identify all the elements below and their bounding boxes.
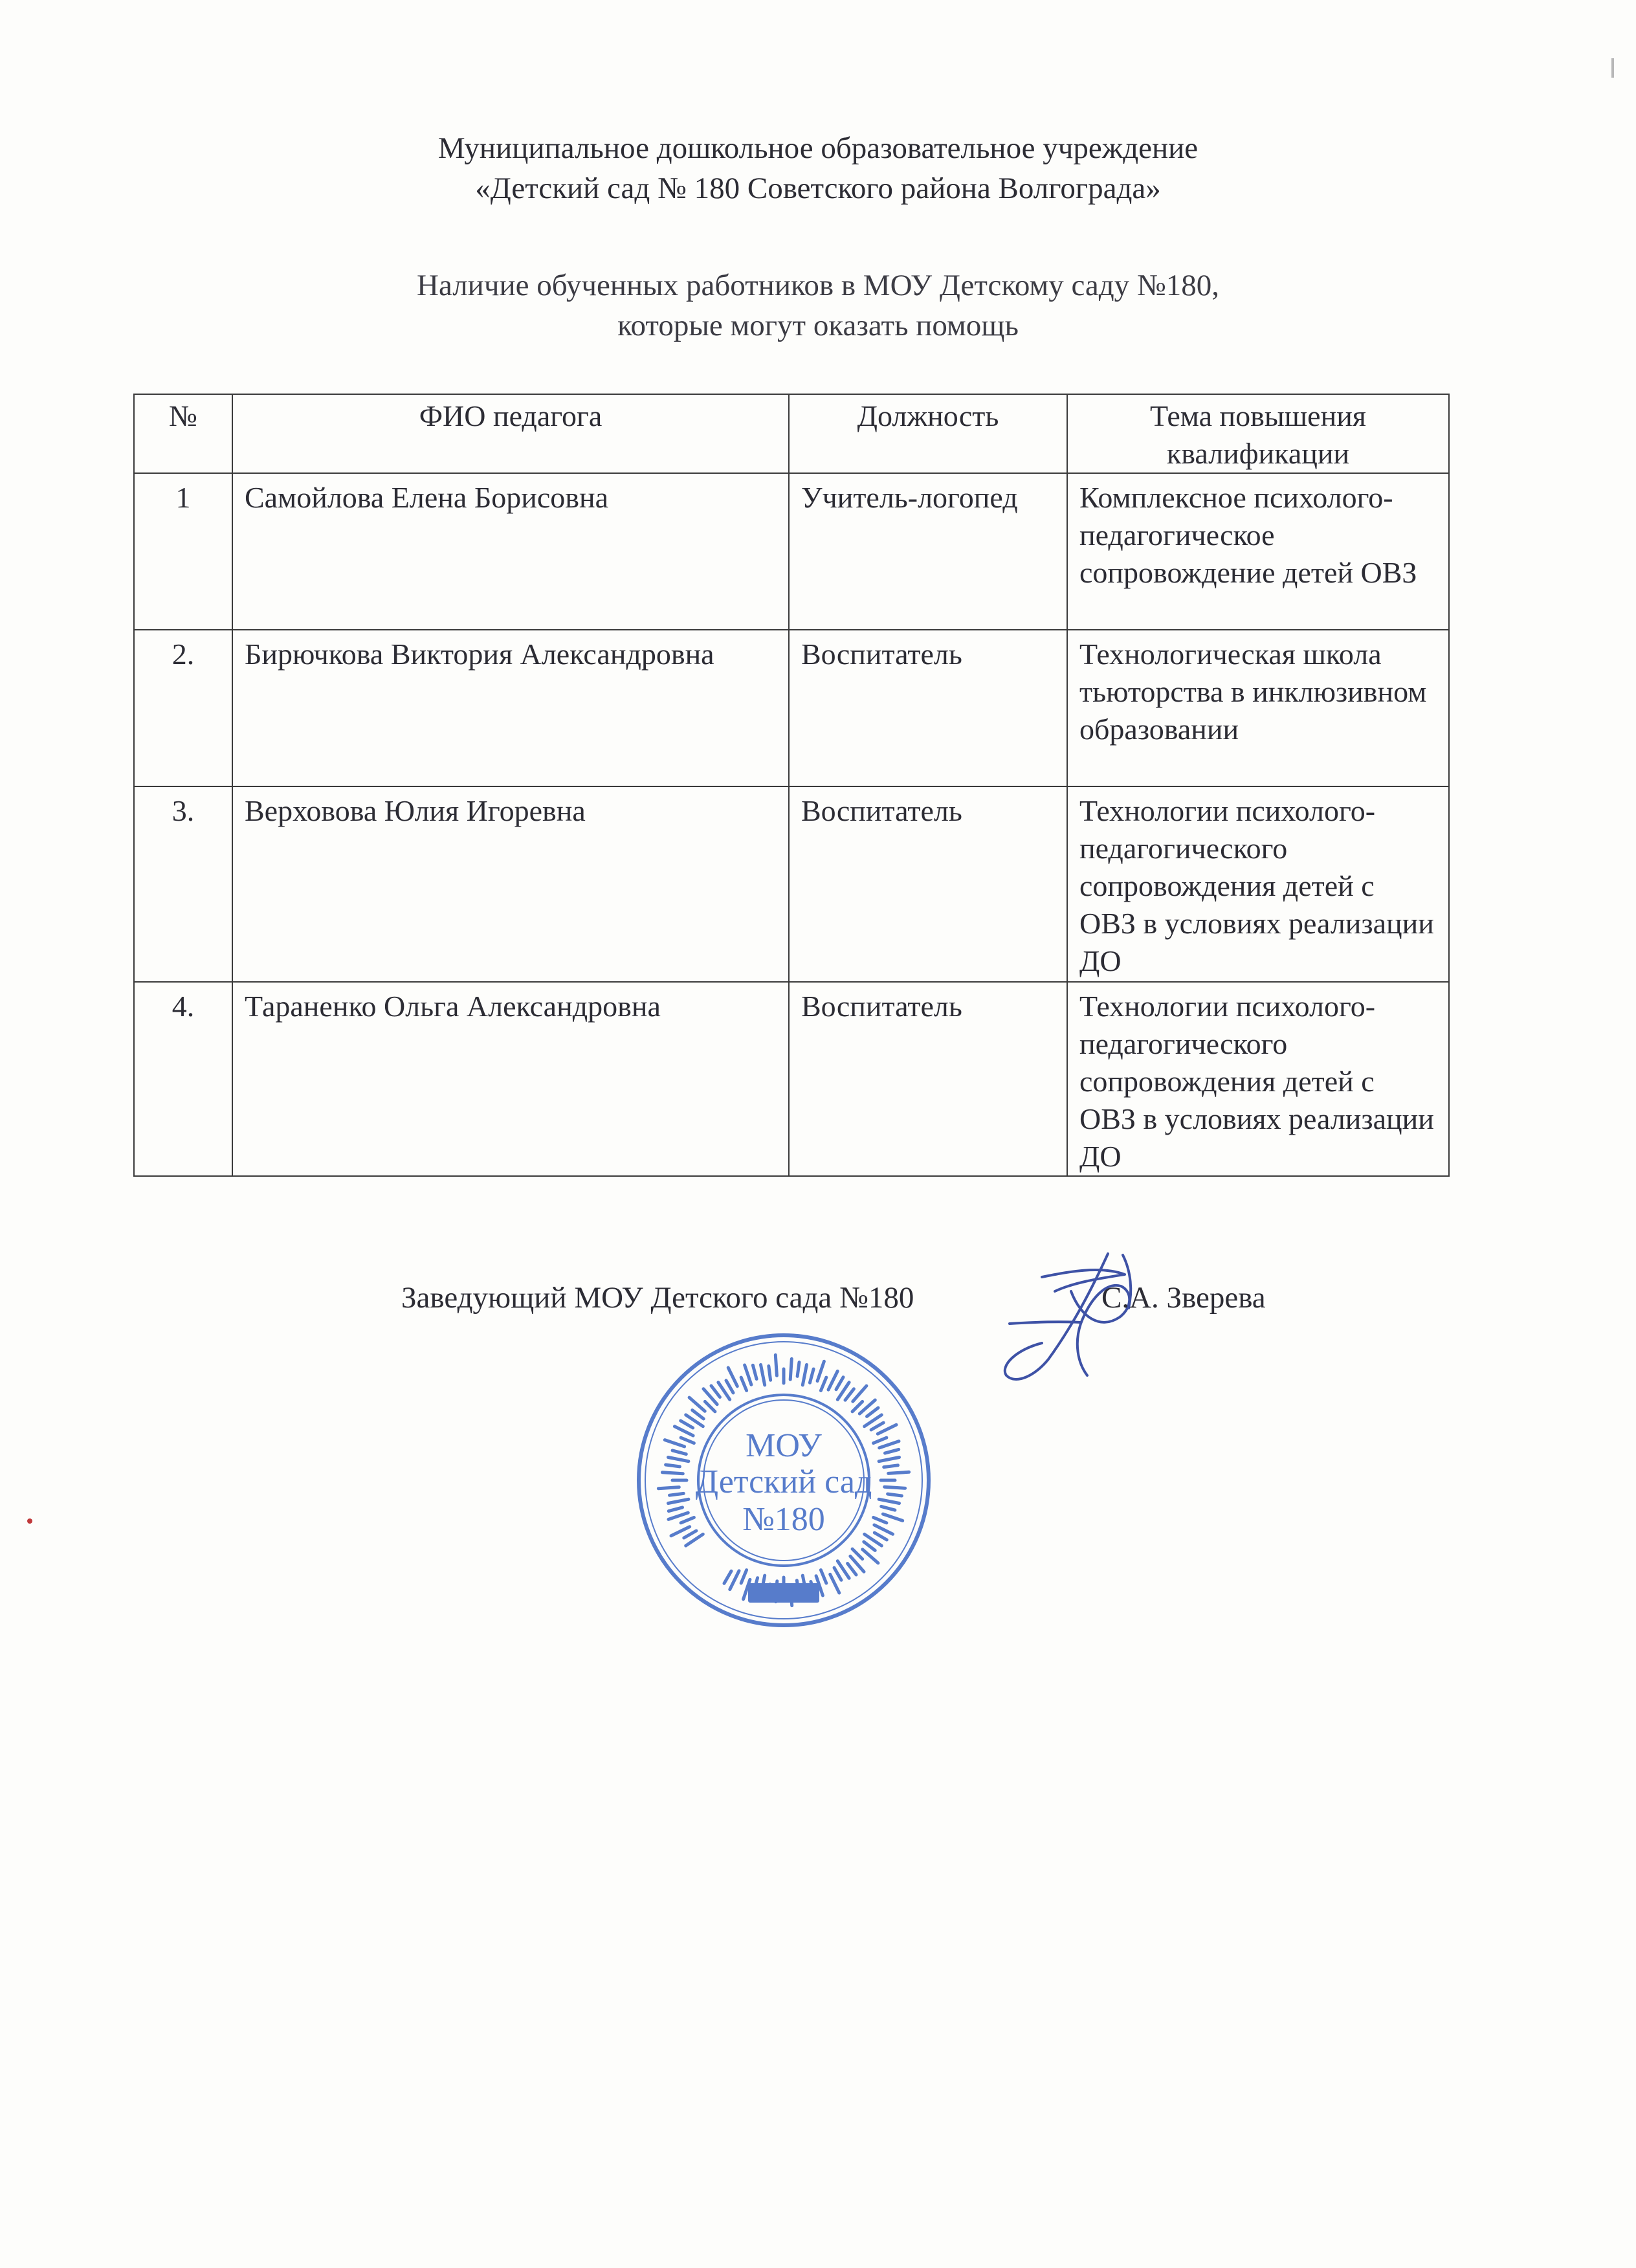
- table-row: [134, 982, 1449, 1176]
- seal-ring-mark: [874, 1517, 887, 1522]
- official-seal-image: [632, 1328, 936, 1632]
- training-topic: Технологии психолого-педагогического сопровождения детей с ОВЗ в условиях реализации ДО: [1067, 786, 1449, 982]
- seal-ring-mark: [883, 1514, 902, 1520]
- seal-ring-mark: [669, 1499, 689, 1503]
- seal-ring-mark: [790, 1359, 791, 1379]
- seal-ring-mark: [658, 1487, 679, 1489]
- seal-ring-mark: [821, 1570, 826, 1583]
- red-ink-dot: [27, 1518, 32, 1524]
- head-position: Заведующий МОУ Детского сада №180: [401, 1281, 914, 1315]
- seal-center-line1: МОУ: [746, 1427, 822, 1464]
- seal-ring-mark: [681, 1517, 694, 1522]
- seal-ring-mark: [745, 1365, 751, 1384]
- teacher-name: Бирючкова Виктория Александровна: [232, 630, 789, 786]
- seal-ring-mark: [884, 1465, 898, 1467]
- seal-ring-mark: [662, 1473, 683, 1474]
- row-number: 3.: [134, 786, 232, 982]
- organization-header: [0, 128, 1636, 208]
- table-row: [134, 473, 1449, 630]
- seal-ring-mark: [852, 1401, 863, 1412]
- seal-ring-mark: [669, 1513, 688, 1519]
- seal-ring-mark: [834, 1568, 841, 1580]
- seal-ring-mark: [665, 1440, 684, 1447]
- column-header-topic: Тема повышения квалификации: [1067, 394, 1449, 473]
- column-header-position: Должность: [789, 394, 1067, 473]
- seal-mark-box: [748, 1583, 819, 1603]
- seal-ring-mark: [885, 1449, 899, 1453]
- seal-ring-mark: [681, 1438, 694, 1443]
- seal-ring-mark: [881, 1506, 895, 1510]
- table-header-row: [134, 394, 1449, 473]
- seal-ring-mark: [889, 1472, 909, 1473]
- table-row: [134, 786, 1449, 982]
- seal-ring-mark: [879, 1499, 899, 1503]
- seal-ring-mark: [669, 1458, 689, 1462]
- seal-ring-mark: [672, 1451, 686, 1454]
- seal-ring-mark: [879, 1441, 899, 1448]
- seal-ring-mark: [852, 1549, 863, 1559]
- staff-table: [133, 394, 1450, 1177]
- seal-ring-mark: [802, 1365, 806, 1385]
- seal-ring-mark: [864, 1542, 875, 1550]
- seal-ring-mark: [684, 1531, 696, 1538]
- seal-ring-mark: [874, 1533, 887, 1540]
- seal-center-line3: №180: [742, 1501, 825, 1538]
- seal-ring-mark: [741, 1377, 746, 1390]
- seal-center-line2: Детский сад: [695, 1463, 872, 1500]
- seal-ring-mark: [821, 1377, 826, 1390]
- teacher-position: Воспитатель: [789, 630, 1067, 786]
- column-header-number: №: [134, 394, 232, 473]
- teacher-name: Тараненко Ольга Александровна: [232, 982, 789, 1176]
- seal-ring-mark: [705, 1401, 715, 1412]
- row-number: 2.: [134, 630, 232, 786]
- seal-ring-mark: [692, 1410, 703, 1419]
- seal-ring-mark: [711, 1386, 720, 1397]
- seal-ring-mark: [888, 1494, 902, 1496]
- teacher-position: Учитель-логопед: [789, 473, 1067, 630]
- signature-image: [971, 1246, 1165, 1395]
- teacher-position: Воспитатель: [789, 982, 1067, 1176]
- scan-edge-mark: [1611, 58, 1614, 78]
- seal-ring-mark: [741, 1570, 746, 1583]
- seal-ring-mark: [848, 1564, 856, 1575]
- seal-ring-mark: [681, 1421, 693, 1428]
- column-header-name: ФИО педагога: [232, 394, 789, 473]
- seal-ring-mark: [874, 1438, 887, 1443]
- row-number: 1: [134, 473, 232, 630]
- org-name-line1: Муниципальное дошкольное образовательное учреждение: [437, 131, 1199, 165]
- title-line2: которые могут оказать помощь: [617, 309, 1019, 342]
- seal-ring-mark: [817, 1361, 824, 1381]
- seal-ring-mark: [761, 1365, 765, 1385]
- training-topic: Технологии психолого-педагогического сопровождения детей с ОВЗ в условиях реализации ДО: [1067, 982, 1449, 1176]
- seal-ring-mark: [726, 1381, 733, 1393]
- seal-ring-mark: [810, 1369, 813, 1383]
- seal-ring-mark: [836, 1377, 843, 1390]
- seal-ring-mark: [879, 1458, 899, 1462]
- seal-ring-mark: [871, 1423, 883, 1430]
- seal-ring-mark: [669, 1507, 682, 1511]
- seal-ring-mark: [724, 1571, 731, 1583]
- seal-ring-mark: [885, 1487, 905, 1488]
- document-title: [0, 265, 1636, 346]
- training-topic: Комплексное психолого-педагогическое сопровождение детей ОВЗ: [1067, 473, 1449, 630]
- seal-ring-mark: [769, 1366, 771, 1381]
- seal-ring-mark: [845, 1389, 854, 1400]
- seal-ring-mark: [797, 1362, 799, 1377]
- seal-ring-mark: [753, 1365, 757, 1379]
- seal-ring-mark: [867, 1408, 879, 1416]
- head-name: С.А. Зверева: [1101, 1281, 1266, 1315]
- seal-ring-mark: [775, 1355, 777, 1375]
- teacher-name: Верховова Юлия Игоревна: [232, 786, 789, 982]
- seal-center-text: [696, 1427, 872, 1538]
- seal-ring-mark: [666, 1465, 680, 1467]
- teacher-name: Самойлова Елена Борисовна: [232, 473, 789, 630]
- seal-ring-mark: [670, 1493, 684, 1495]
- teacher-position: Воспитатель: [789, 786, 1067, 982]
- row-number: 4.: [134, 982, 232, 1176]
- table-row: [134, 630, 1449, 786]
- training-topic: Технологическая школа тьюторства в инклюзивном образовании: [1067, 630, 1449, 786]
- org-name-line2: «Детский сад № 180 Советского района Волгограда»: [475, 172, 1161, 205]
- title-line1: Наличие обученных работников в МОУ Детскому саду №180,: [417, 269, 1219, 302]
